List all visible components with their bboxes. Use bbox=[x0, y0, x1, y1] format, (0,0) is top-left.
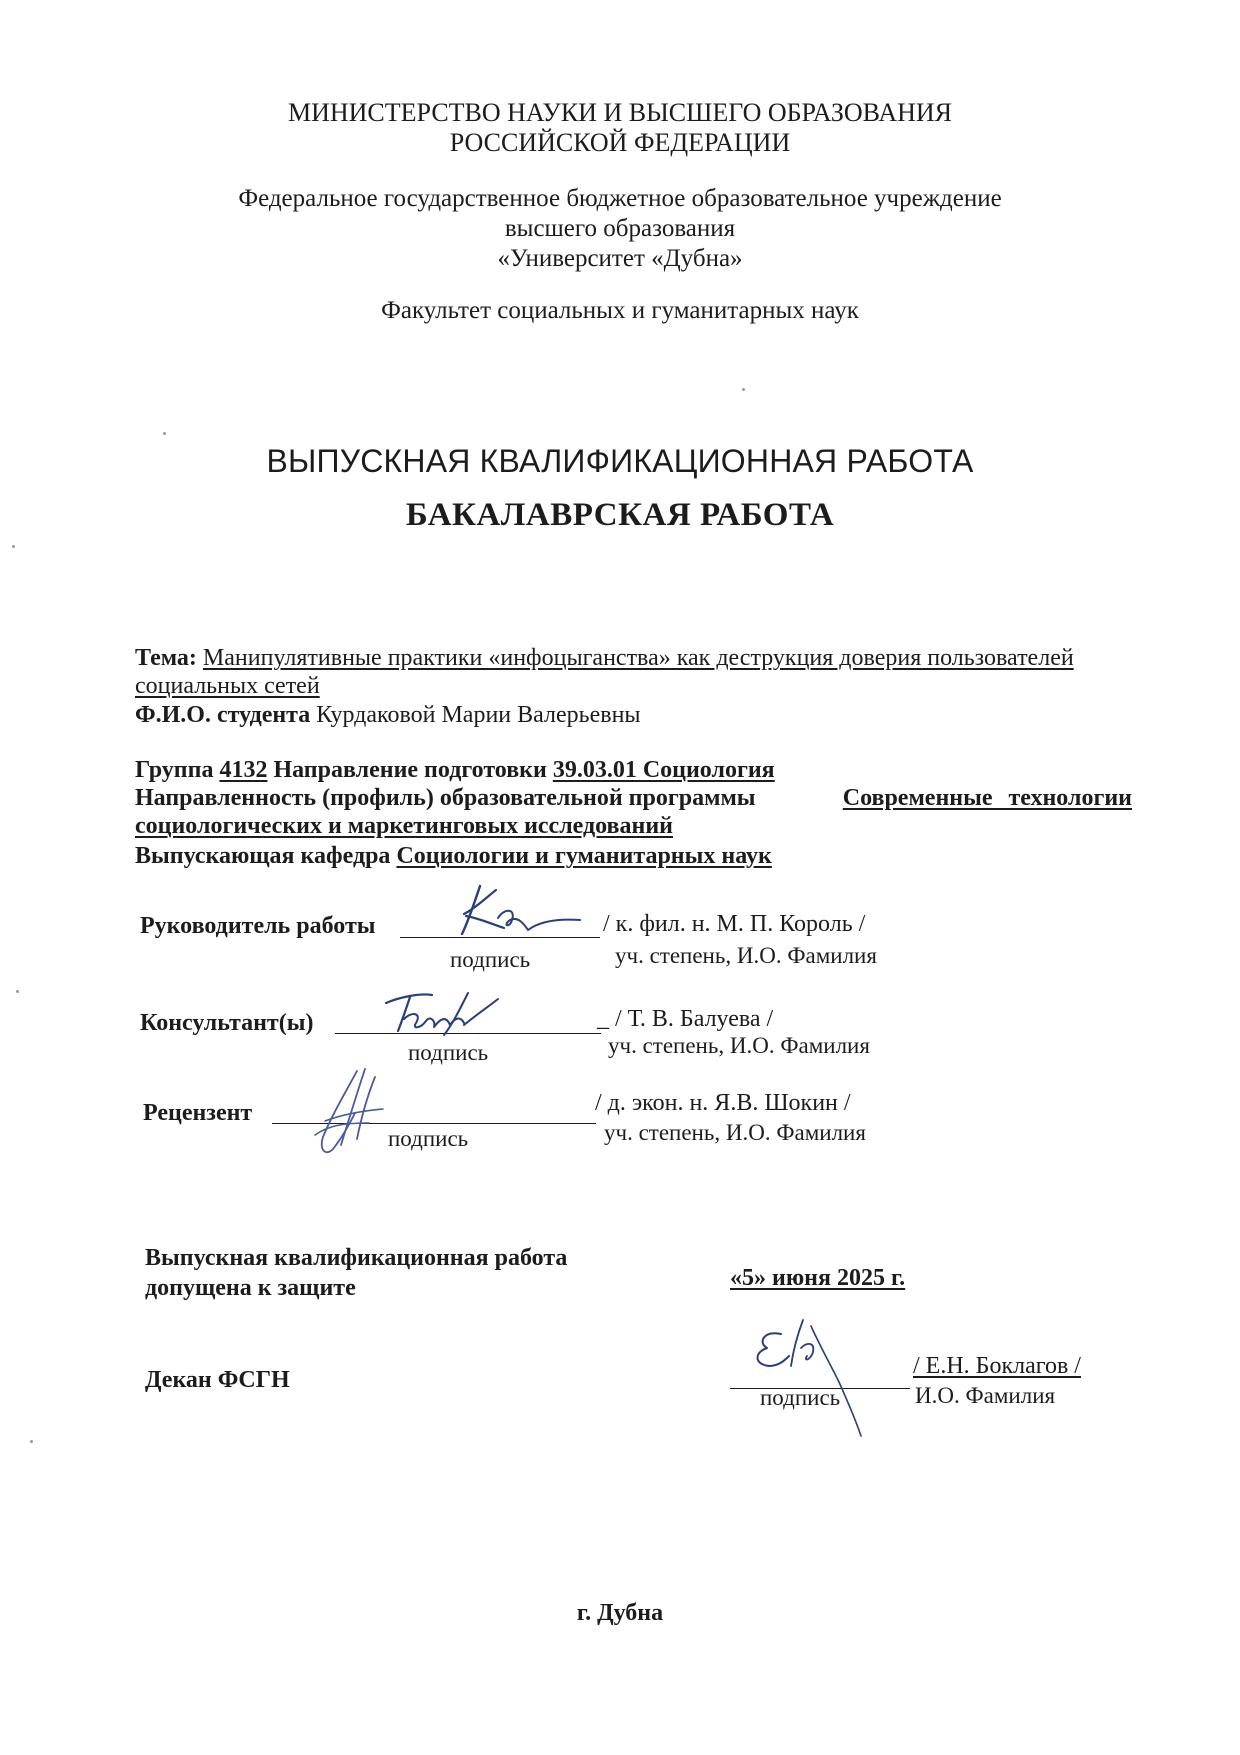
scan-speck bbox=[163, 432, 166, 435]
student-name: Курдаковой Марии Валерьевны bbox=[316, 702, 641, 728]
supervisor-signature-icon bbox=[440, 878, 600, 948]
dean-person bbox=[913, 1353, 1081, 1380]
work-subtitle: БАКАЛАВРСКАЯ РАБОТА bbox=[405, 497, 835, 533]
direction-value: 39.03.01 Социология bbox=[552, 757, 775, 783]
reviewer-signature-icon bbox=[305, 1065, 415, 1175]
topic-row bbox=[135, 645, 1074, 672]
consultant-sign-caption: подпись bbox=[408, 1040, 489, 1065]
profile-row bbox=[135, 785, 1132, 812]
direction-label: Направление подготовки bbox=[273, 757, 547, 783]
student-label: Ф.И.О. студента bbox=[135, 702, 311, 728]
scan-speck bbox=[742, 388, 745, 391]
dean-sign-caption: подпись bbox=[760, 1385, 841, 1410]
work-type-title: ВЫПУСКНАЯ КВАЛИФИКАЦИОННАЯ РАБОТА bbox=[266, 443, 974, 479]
profile-label: Направленность (профиль) образовательной программы bbox=[135, 785, 756, 811]
topic-row-continued bbox=[135, 673, 320, 700]
consultant-label: Консультант(ы) bbox=[140, 1010, 314, 1036]
admission-date: «5» июня 2025 г. bbox=[730, 1265, 906, 1291]
supervisor-person: / к. фил. н. М. П. Король / bbox=[603, 911, 866, 937]
topic-label: Тема: bbox=[135, 645, 197, 671]
reviewer-person: / д. экон. н. Я.В. Шокин / bbox=[595, 1090, 851, 1116]
group-value: 4132 bbox=[219, 757, 268, 783]
reviewer-label: Рецензент bbox=[143, 1100, 253, 1126]
supervisor-label: Руководитель работы bbox=[140, 913, 376, 939]
supervisor-person-caption: уч. степень, И.О. Фамилия bbox=[615, 943, 877, 968]
topic-text-line-1: Манипулятивные практики «инфоцыганства» как деструкция доверия пользователей bbox=[202, 645, 1074, 671]
student-row bbox=[135, 702, 641, 729]
reviewer-sign-caption: подпись bbox=[388, 1126, 469, 1151]
profile-value-line-2: социологических и маркетинговых исследований bbox=[135, 813, 673, 839]
scan-speck bbox=[12, 545, 15, 548]
dean-label: Декан ФСГН bbox=[145, 1367, 290, 1393]
reviewer-person-caption: уч. степень, И.О. Фамилия bbox=[604, 1120, 866, 1145]
admitted-line-1: Выпускная квалификационная работа bbox=[145, 1245, 568, 1271]
consultant-person-caption: уч. степень, И.О. Фамилия bbox=[608, 1033, 870, 1058]
department-value: Социологии и гуманитарных наук bbox=[396, 843, 772, 869]
profile-value-line-1: Современные технологии bbox=[842, 785, 1132, 811]
ministry-line-1: МИНИСТЕРСТВО НАУКИ И ВЫСШЕГО ОБРАЗОВАНИЯ bbox=[287, 98, 952, 127]
institution-line-3: «Университет «Дубна» bbox=[497, 245, 743, 272]
city: г. Дубна bbox=[576, 1600, 664, 1626]
group-label: Группа bbox=[135, 757, 214, 783]
institution-line-2: высшего образования bbox=[504, 215, 736, 242]
ministry-line-2: РОССИЙСКОЙ ФЕДЕРАЦИИ bbox=[449, 128, 791, 157]
consultant-signature-icon bbox=[380, 985, 520, 1045]
faculty-name: Факультет социальных и гуманитарных наук bbox=[381, 297, 859, 324]
department-label: Выпускающая кафедра bbox=[135, 843, 391, 869]
topic-text-line-2: социальных сетей bbox=[135, 673, 320, 699]
dean-signature-icon bbox=[745, 1300, 895, 1450]
consultant-person: _ / Т. В. Балуева / bbox=[597, 1006, 774, 1032]
dean-person-text: / Е.Н. Боклагов / bbox=[913, 1353, 1081, 1379]
department-row bbox=[135, 843, 772, 870]
admitted-line-2: допущена к защите bbox=[145, 1275, 356, 1301]
scan-speck bbox=[16, 990, 19, 993]
institution-line-1: Федеральное государственное бюджетное образовательное учреждение bbox=[238, 185, 1002, 212]
profile-row-continued bbox=[135, 813, 673, 840]
dean-person-caption: И.О. Фамилия bbox=[915, 1383, 1056, 1408]
group-row bbox=[135, 757, 775, 784]
scan-speck bbox=[30, 1440, 33, 1443]
supervisor-sign-caption: подпись bbox=[450, 947, 531, 972]
